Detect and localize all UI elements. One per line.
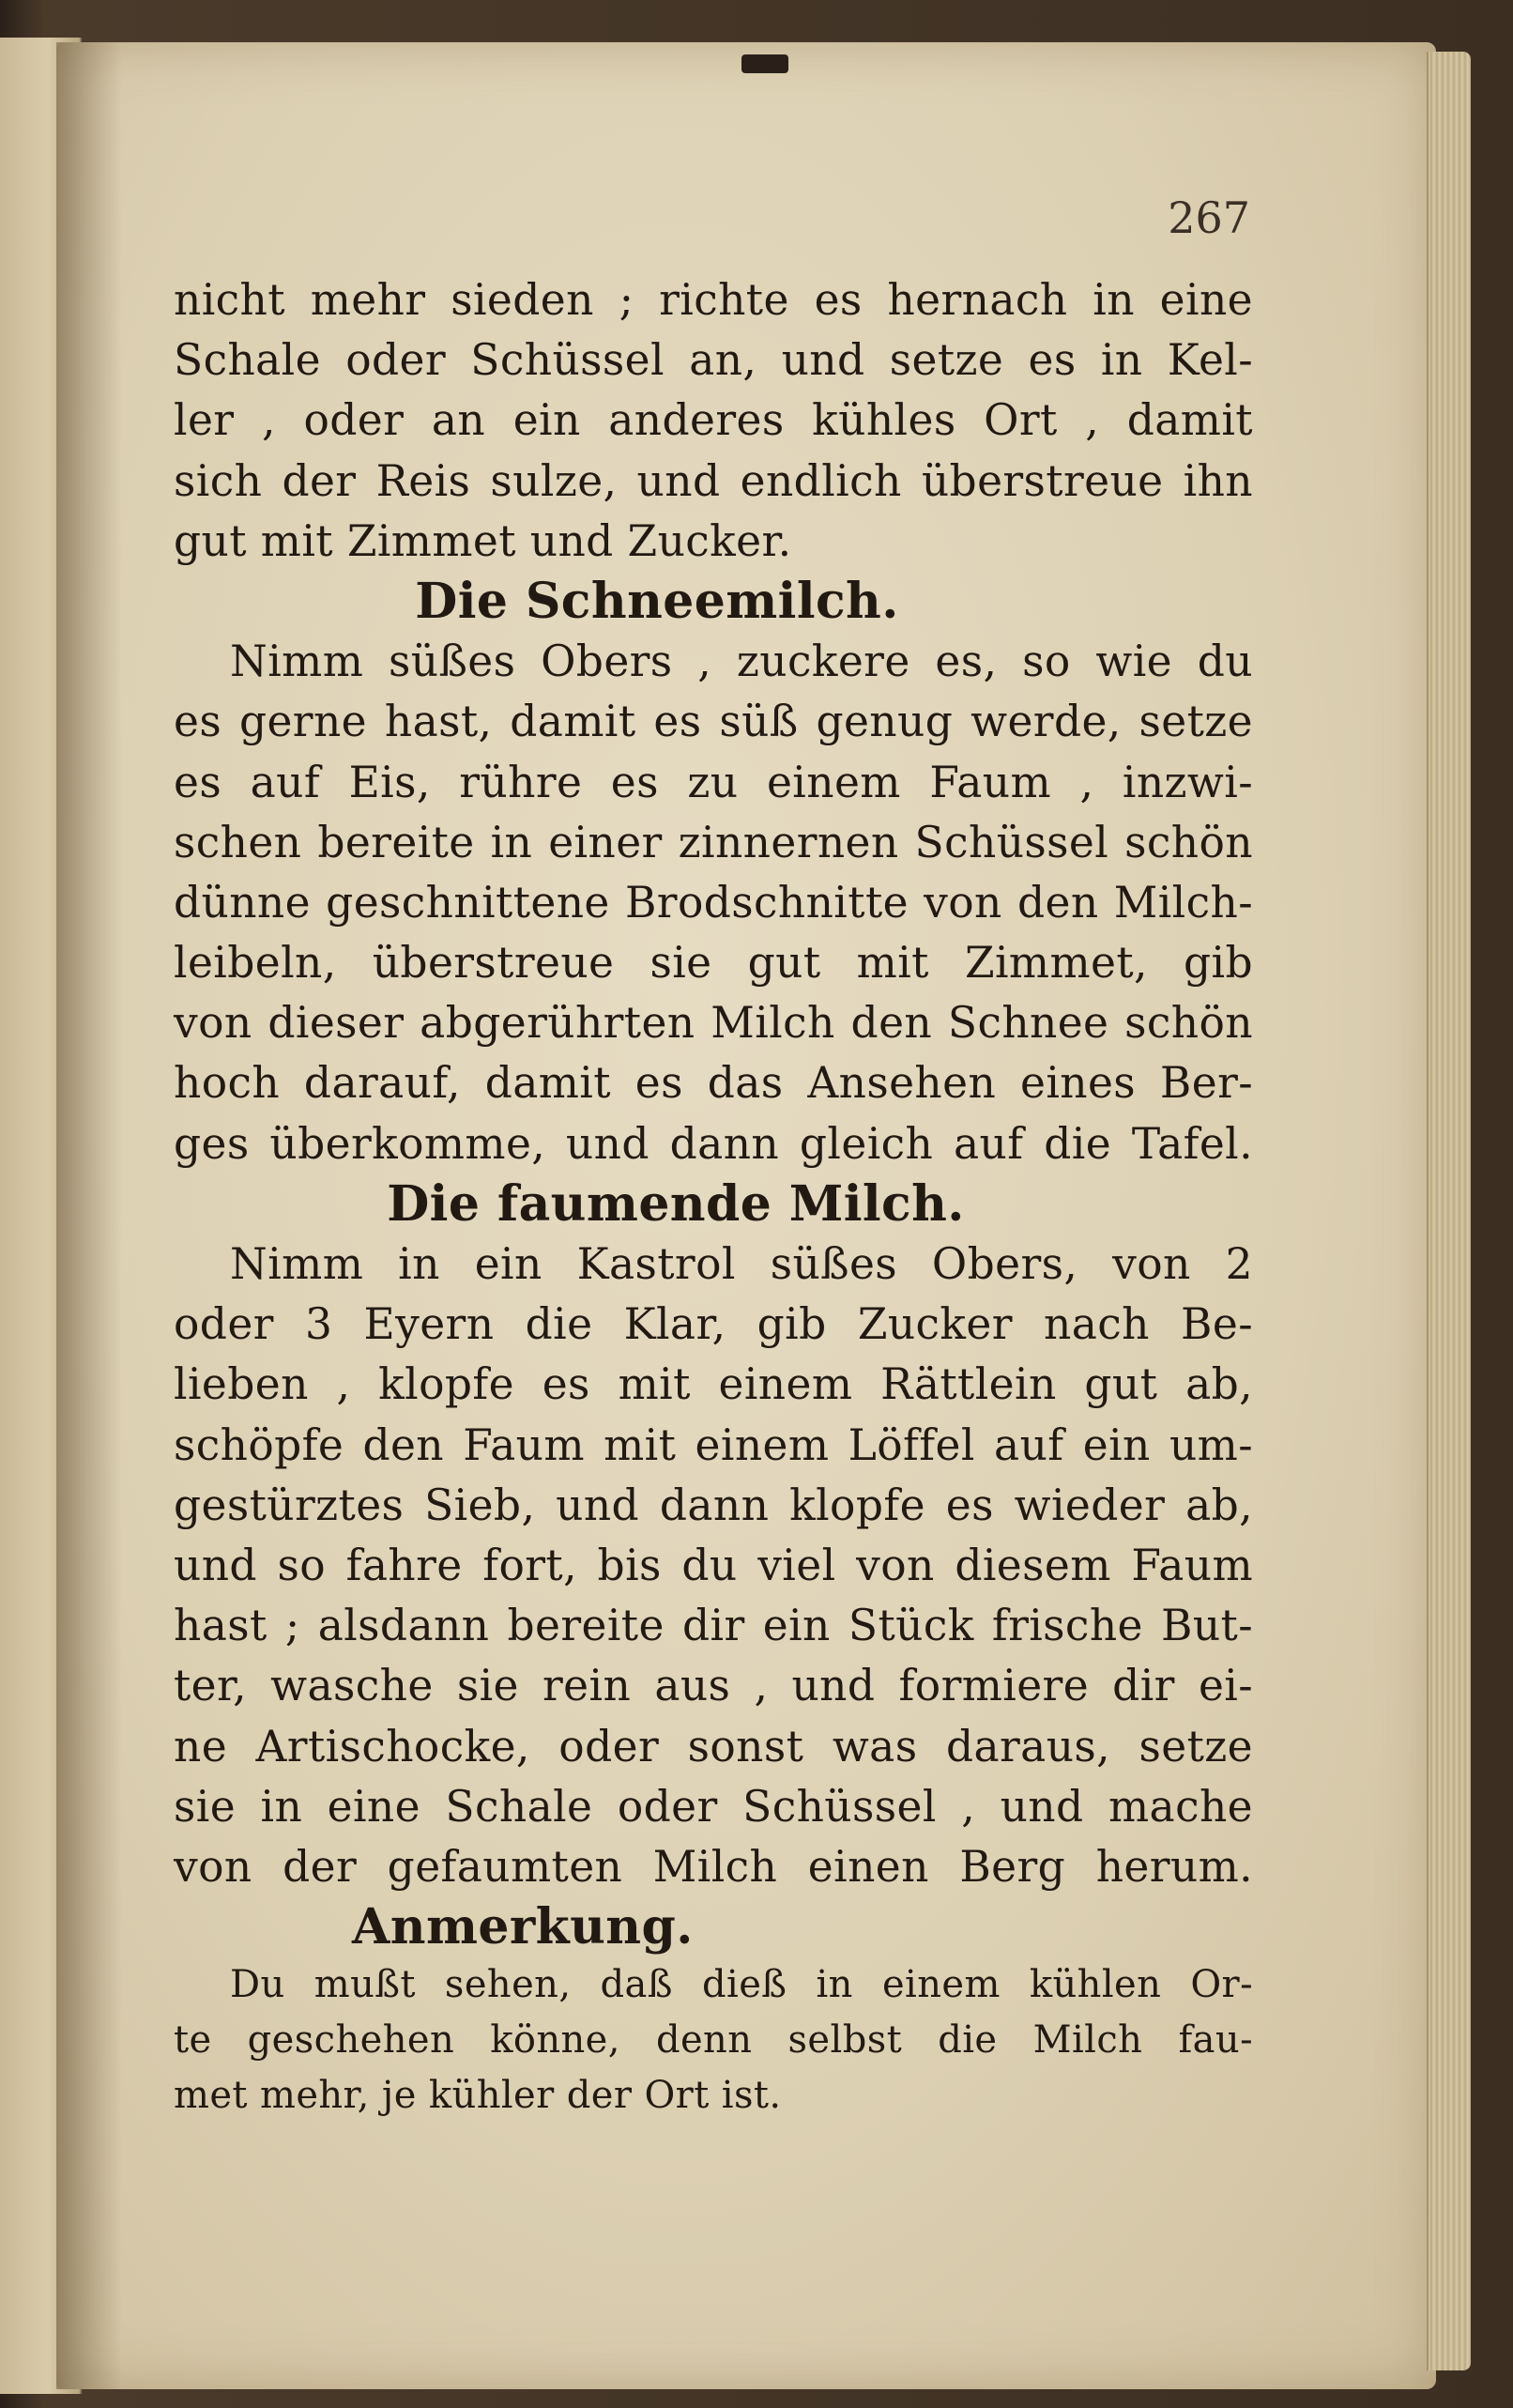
heading-schneemilch: Die Schneemilch. bbox=[415, 572, 899, 630]
text-line: ler , oder an ein anderes kühles Ort , damit bbox=[174, 395, 1253, 446]
heading-anmerkung: Anmerkung. bbox=[352, 1898, 694, 1956]
text-line: leibeln, überstreue sie gut mit Zimmet, gib bbox=[174, 938, 1253, 989]
text-line: und so fahre fort, bis du viel von diesem Faum bbox=[174, 1540, 1253, 1590]
heading-faumende-milch: Die faumende Milch. bbox=[387, 1174, 965, 1233]
page-text bbox=[174, 270, 1253, 2124]
text-line: von dieser abgerührten Milch den Schnee schön bbox=[174, 998, 1253, 1049]
text-line: ges überkomme, und dann gleich auf die Tafel. bbox=[174, 1118, 1253, 1169]
text-line: sich der Reis sulze, und endlich überstreue ihn bbox=[174, 455, 1253, 506]
text-line: nicht mehr sieden ; richte es hernach in eine bbox=[174, 275, 1253, 325]
text-line: sie in eine Schale oder Schüssel , und mache bbox=[174, 1781, 1253, 1832]
text-line: schen bereite in einer zinnernen Schüssel schön bbox=[174, 817, 1253, 867]
text-line: hast ; alsdann bereite dir ein Stück frische But- bbox=[174, 1601, 1253, 1651]
text-line: te geschehen könne, denn selbst die Milch fau- bbox=[174, 2018, 1253, 2063]
text-line: Nimm in ein Kastrol süßes Obers, von 2 bbox=[230, 1239, 1253, 1289]
text-line: Schale oder Schüssel an, und setze es in Kel- bbox=[174, 335, 1253, 386]
text-line: ter, wasche sie rein aus , und formiere dir ei- bbox=[174, 1661, 1253, 1711]
text-line: Nimm süßes Obers , zuckere es, so wie du bbox=[230, 637, 1253, 687]
text-line: gut mit Zimmet und Zucker. bbox=[174, 515, 792, 566]
paragraph-schneemilch bbox=[174, 632, 1253, 1174]
note-anmerkung bbox=[174, 1957, 1253, 2124]
text-line: es auf Eis, rühre es zu einem Faum , inzwi- bbox=[174, 757, 1253, 807]
text-line: met mehr, je kühler der Ort ist. bbox=[174, 2074, 782, 2118]
page-stack-edges bbox=[1427, 52, 1471, 2370]
paragraph-rice-end bbox=[174, 270, 1253, 572]
top-mark bbox=[741, 54, 788, 73]
paragraph-faumende-milch bbox=[174, 1235, 1253, 1897]
text-line: oder 3 Eyern die Klar, gib Zucker nach Be- bbox=[174, 1299, 1253, 1350]
text-line: es gerne hast, damit es süß genug werde, setze bbox=[174, 697, 1253, 747]
text-line: lieben , klopfe es mit einem Rättlein gut ab, bbox=[174, 1359, 1253, 1410]
text-line: gestürztes Sieb, und dann klopfe es wieder ab, bbox=[174, 1480, 1253, 1530]
text-line: schöpfe den Faum mit einem Löffel auf ein um- bbox=[174, 1419, 1253, 1470]
binding-shadow bbox=[56, 42, 122, 2389]
text-line: ne Artischocke, oder sonst was daraus, setze bbox=[174, 1721, 1253, 1771]
text-line: Du mußt sehen, daß dieß in einem kühlen Or- bbox=[230, 1963, 1253, 2007]
text-line: hoch darauf, damit es das Ansehen eines Ber- bbox=[174, 1058, 1253, 1109]
text-line: dünne geschnittene Brodschnitte von den Milch- bbox=[174, 877, 1253, 928]
text-line: von der gefaumten Milch einen Berg herum. bbox=[174, 1841, 1253, 1892]
page-number: 267 bbox=[1168, 192, 1250, 243]
